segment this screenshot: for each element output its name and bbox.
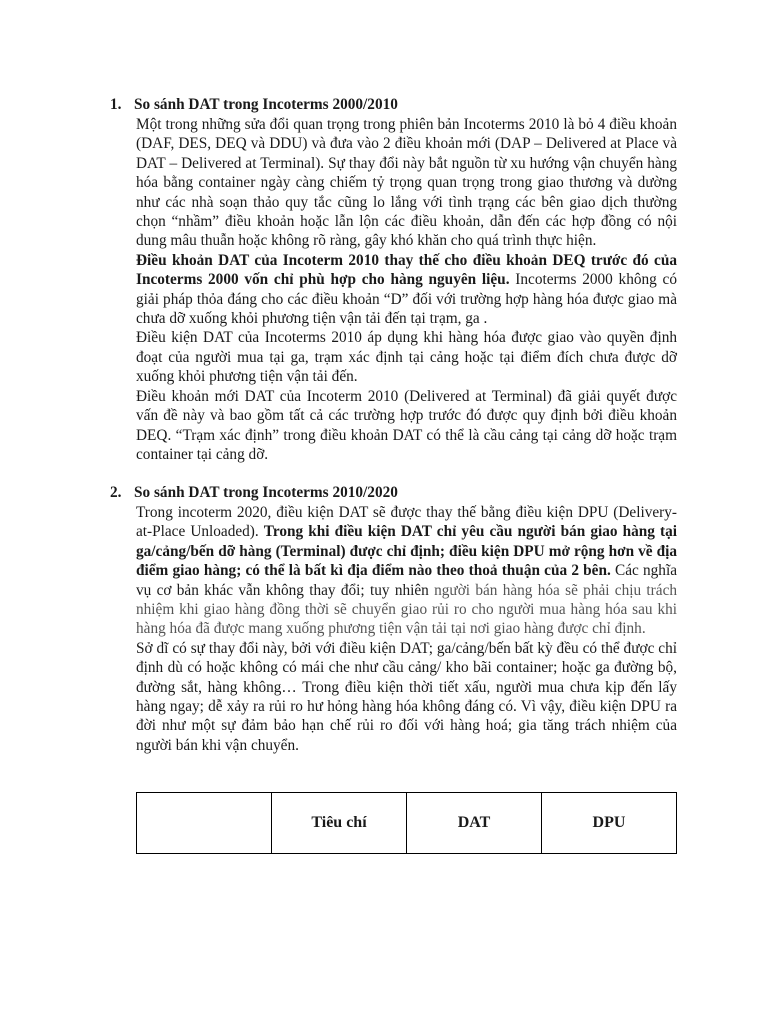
section-1-number: 1.	[110, 96, 122, 113]
section-1-paragraph-2-bold: Điều khoản DAT của Incoterm 2010 thay thế cho điều khoản DEQ trước đó của Incoterms 2000 vốn chỉ phù hợp cho hàng nguyên liệu.	[136, 251, 677, 289]
table-header-row	[137, 793, 677, 854]
section-2-number: 2.	[110, 484, 122, 501]
section-2-heading	[110, 483, 398, 502]
section-1-paragraph-2	[136, 251, 677, 329]
section-2-paragraph-1	[136, 503, 677, 639]
comparison-table	[136, 792, 677, 854]
section-1-paragraph-2-rest: Incoterms 2000 không có giải pháp thỏa đáng cho các điều khoản “D” đối với trường hợp hàng hóa được giao mà chưa dỡ xuống khỏi phương tiện vận tải đến tại trạm, ga .	[136, 271, 677, 328]
table-header-dat: DAT	[407, 793, 542, 854]
table-header-criteria: Tiêu chí	[272, 793, 407, 854]
section-1-heading	[110, 95, 398, 114]
section-1-paragraph-1: Một trong những sửa đổi quan trọng trong phiên bản Incoterms 2010 là bỏ 4 điều khoản (DAF, DES, DEQ và DDU) và đưa vào 2 điều khoản mới (DAP – Delivered at Place và DAT – Delivered at Terminal). Sự thay đổi này bắt nguồn từ xu hướng vận chuyển hàng hóa bằng container ngày càng chiếm tỷ trọng quan trọng trong giao thương và dường như các nhà soạn thảo quy tắc cũng lo lắng với tình trạng các bên giao dịch thường chọn “nhầm” điều khoản hoặc lẫn lộn các điều khoản, dẫn đến các hợp đồng có nội dung mâu thuẫn hoặc không rõ ràng, gây khó khăn cho quá trình thực hiện.	[136, 116, 677, 250]
section-1-body	[136, 115, 677, 464]
section-2-paragraph-2: Sở dĩ có sự thay đổi này, bởi với điều kiện DAT; ga/cảng/bến bất kỳ đều có thể được chỉ định dù có hoặc không có mái che như cầu cảng/ kho bãi container; hoặc ga đường bộ, đường sắt, hàng không… Trong điều kiện thời tiết xấu, người mua chưa kịp đến lấy hàng ngay; dễ xảy ra rủi ro hư hỏng hàng hóa không đáng có. Vì vậy, điều kiện DPU ra đời như một sự đảm bảo hạn chế rủi ro đối với hàng hoá; gia tăng trách nhiệm của người bán khi vận chuyển.	[136, 639, 677, 754]
section-1-paragraph-4: Điều khoản mới DAT của Incoterm 2010 (Delivered at Terminal) đã giải quyết được vấn đề này và bao gồm tất cả các trường hợp trước đó được quy định bởi điều khoản DEQ. “Trạm xác định” trong điều khoản DAT có thể là cầu cảng tại cảng dỡ hoặc trạm container tại cảng dỡ.	[136, 387, 677, 463]
section-2-paragraph-1-mid: Các nghĩa vụ cơ bản khác vẫn không thay đổi; tuy nhiên	[136, 562, 677, 599]
table-header-empty	[137, 793, 272, 854]
section-2-title: So sánh DAT trong Incoterms 2010/2020	[134, 484, 398, 501]
section-1-paragraph-3: Điều kiện DAT của Incoterms 2010 áp dụng khi hàng hóa được giao vào quyền định đoạt của người mua tại ga, trạm xác định tại cảng hoặc tại điểm đích chưa được dỡ xuống khỏi phương tiện vận tải đến.	[136, 329, 677, 386]
section-2-paragraph-1-start: Trong incoterm 2020, điều kiện DAT sẽ được thay thế bằng điều kiện DPU (Delivery-at-Place Unloaded).	[136, 504, 677, 541]
section-2-paragraph-1-gray: người bán hàng hóa sẽ phải chịu trách nhiệm khi giao hàng đồng thời sẽ chuyển giao rủi ro cho người mua hàng hóa sau khi hàng hóa đã được mang xuống phương tiện vận tải tại nơi giao hàng được chỉ định.	[136, 581, 678, 638]
section-2-body	[136, 503, 677, 755]
section-2-paragraph-1-bold: Trong khi điều kiện DAT chỉ yêu cầu người bán giao hàng tại ga/cảng/bến dỡ hàng (Terminal) được chỉ định; điều kiện DPU mở rộng hơn về địa điểm giao hàng; có thể là bất kì địa điểm nào theo thoả thuận của 2 bên.	[136, 523, 677, 580]
table-header-dpu: DPU	[542, 793, 677, 854]
section-1-title: So sánh DAT trong Incoterms 2000/2010	[134, 96, 398, 113]
